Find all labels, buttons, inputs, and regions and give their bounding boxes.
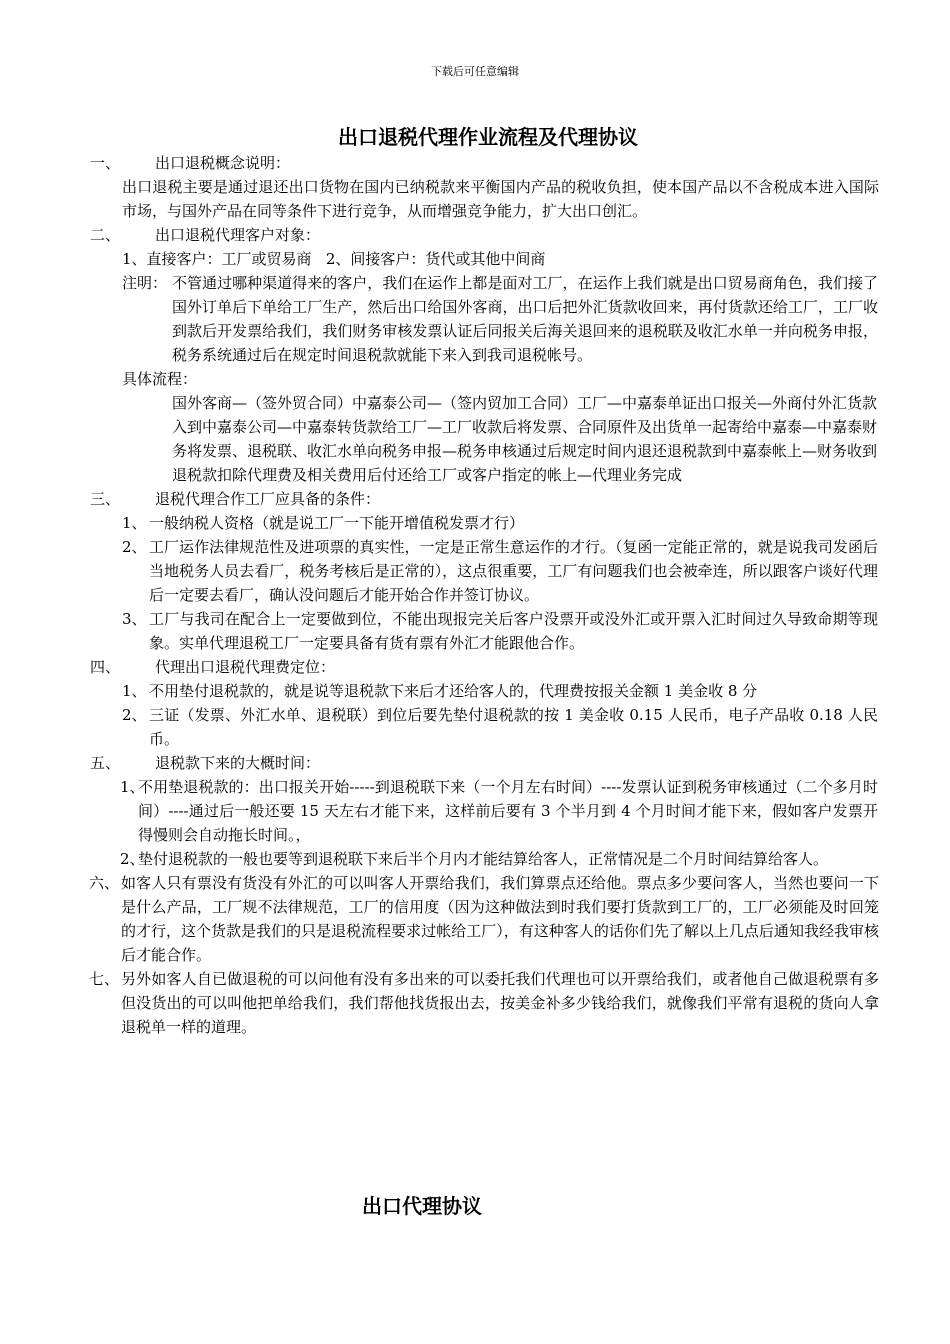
section-title: 代理出口退税代理费定位：: [155, 658, 336, 676]
list-item-number: 2、: [122, 538, 147, 556]
section-paragraph: [89, 871, 879, 967]
section-heading: [0, 655, 950, 679]
flow-label-text: 具体流程：: [122, 370, 198, 388]
list-item: [122, 679, 878, 703]
section-title: 退税代理合作工厂应具备的条件：: [155, 490, 381, 508]
paragraph: [122, 175, 879, 223]
paragraph-text: 另外如客人自已做退税的可以问他有没有多出来的可以委托我们代理也可以开票给我们，或者他自己做退税票有多但没货出的可以叫他把单给我们，我们帮他找货报出去，按美金补多少钱给我们，就像我们平常有退税的货向人拿退税单一样的道理。: [121, 970, 879, 1036]
list-item: [122, 607, 878, 655]
list-item: [120, 847, 878, 871]
list-item-text: 工厂与我司在配合上一定要做到位，不能出现报完关后客户没票开或没外汇或开票入汇时间过久导致命期等现象。实单代理退税工厂一定要具备有货有票有外汇才能跟他合作。: [149, 610, 878, 652]
note-text: 不管通过哪种渠道得来的客户，我们在运作上都是面对工厂，在运作上我们就是出口贸易商角色，我们接了国外订单后下单给工厂生产，然后出口给国外客商，出口后把外汇货款收回来，再付货款还给工厂，工厂收到款后开发票给我们，我们财务审核发票认证后同报关后海关退回来的退税联及收汇水单一并向税务申报，税务系统通过后在规定时间退税款就能下来入到我司退税帐号。: [172, 274, 878, 364]
list-item-text: 垫付退税款的一般也要等到退税联下来后半个月内才能结算给客人，正常情况是二个月时间结算给客人。: [138, 850, 829, 868]
paragraph-text: 如客人只有票没有货没有外汇的可以叫客人开票给我们，我们算票点还给他。票点多少要问客人，当然也要问一下是什么产品，工厂规不法律规范，工厂的信用度（因为这种做法到时我们要打货款到工厂的，工厂必须能及时回笼的才行，这个货款是我们的只是退税流程要求过帐给工厂），有这种客人的话你们先了解以上几点后通知我经我审核后才能合作。: [121, 874, 879, 964]
note-label: 注明：: [122, 274, 168, 292]
section-title: 退税款下来的大概时间：: [155, 754, 321, 772]
page-header: 下载后可任意编辑: [431, 65, 519, 78]
list-item-text: 一般纳税人资格（就是说工厂一下能开增值税发票才行）: [149, 514, 525, 532]
section-number: 七、: [89, 970, 120, 988]
flow-text: 国外客商—（签外贸合同）中嘉泰公司—（签内贸加工合同）工厂—中嘉泰单证出口报关—外商付外汇货款入到中嘉泰公司—中嘉泰转货款给工厂—工厂收款后将发票、合同原件及出货单一起寄给中嘉泰—中嘉泰财务将发票、退税联、收汇水单向税务申报—税务申核通过后规定时间内退还退税款到中嘉泰帐上—财务收到退税款扣除代理费及相关费用后付还给工厂或客户指定的帐上—代理业务完成: [172, 394, 878, 484]
list-item-text: 工厂运作法律规范性及进项票的真实性，一定是正常生意运作的才行。（复函一定能正常的，就是说我司发函后当地税务人员去看厂，税务考核后是正常的），这点很重要，工厂有问题我们也会被牵连，所以跟客户谈好代理后一定要去看厂，确认没问题后才能开始合作并签订协议。: [149, 538, 878, 604]
section-heading: [0, 487, 950, 511]
list-item-number: 3、: [122, 610, 147, 628]
section-number: 六、: [89, 874, 120, 892]
list-item-text: 不用垫退税款的：出口报关开始-----到退税联下来（一个月左右时间）----发票认证到税务审核通过（二个多月时间）----通过后一般还要 15 天左右才能下来，这样前后要有 3 个半月到 4 个月时间才能下来，假如客户发票开得慢则会自动拖长时间。，: [138, 778, 878, 844]
list-item-number: 1、: [122, 514, 147, 532]
flow-label: [0, 367, 950, 391]
list-item: [122, 511, 878, 535]
list-item-text: 不用垫付退税款的，就是说等退税款下来后才还给客人的，代理费按报关金额 1 美金收 8 分: [149, 682, 758, 700]
note-paragraph: [122, 271, 878, 367]
section-title: 出口退税概念说明：: [155, 154, 291, 172]
section-heading: [0, 223, 950, 247]
agreement-title: 出口代理协议: [362, 1194, 482, 1218]
page-title: 出口退税代理作业流程及代理协议: [338, 125, 638, 149]
section-title: 出口退税代理客户对象：: [155, 226, 321, 244]
list-item-text: 三证（发票、外汇水单、退税联）到位后要先垫付退税款的按 1 美金收 0.15 人民币，电子产品收 0.18 人民币。: [149, 706, 878, 748]
section-number: 四、: [90, 658, 121, 676]
list-item-number: 2、: [120, 850, 145, 868]
section-paragraph: [89, 967, 879, 1039]
document-body: [0, 151, 950, 1039]
list-item-number: 1、: [122, 682, 147, 700]
list-item-text: 1、直接客户：工厂或贸易商 2、间接客户：货代或其他中间商: [122, 250, 546, 268]
list-item: [0, 247, 950, 271]
list-item-number: 1、: [120, 778, 145, 796]
list-item: [122, 535, 878, 607]
list-item: [122, 703, 878, 751]
paragraph-text: 出口退税主要是通过退还出口货物在国内已纳税款来平衡国内产品的税收负担，使本国产品以不含税成本进入国际市场，与国外产品在同等条件下进行竞争，从而增强竞争能力，扩大出口创汇。: [122, 178, 879, 220]
section-number: 二、: [90, 226, 121, 244]
list-item: [120, 775, 878, 847]
section-number: 三、: [90, 490, 121, 508]
section-heading: [0, 151, 950, 175]
list-item-number: 2、: [122, 706, 147, 724]
section-number: 一、: [90, 154, 121, 172]
section-number: 五、: [90, 754, 121, 772]
section-heading: [0, 751, 950, 775]
flow-paragraph: [172, 391, 877, 487]
